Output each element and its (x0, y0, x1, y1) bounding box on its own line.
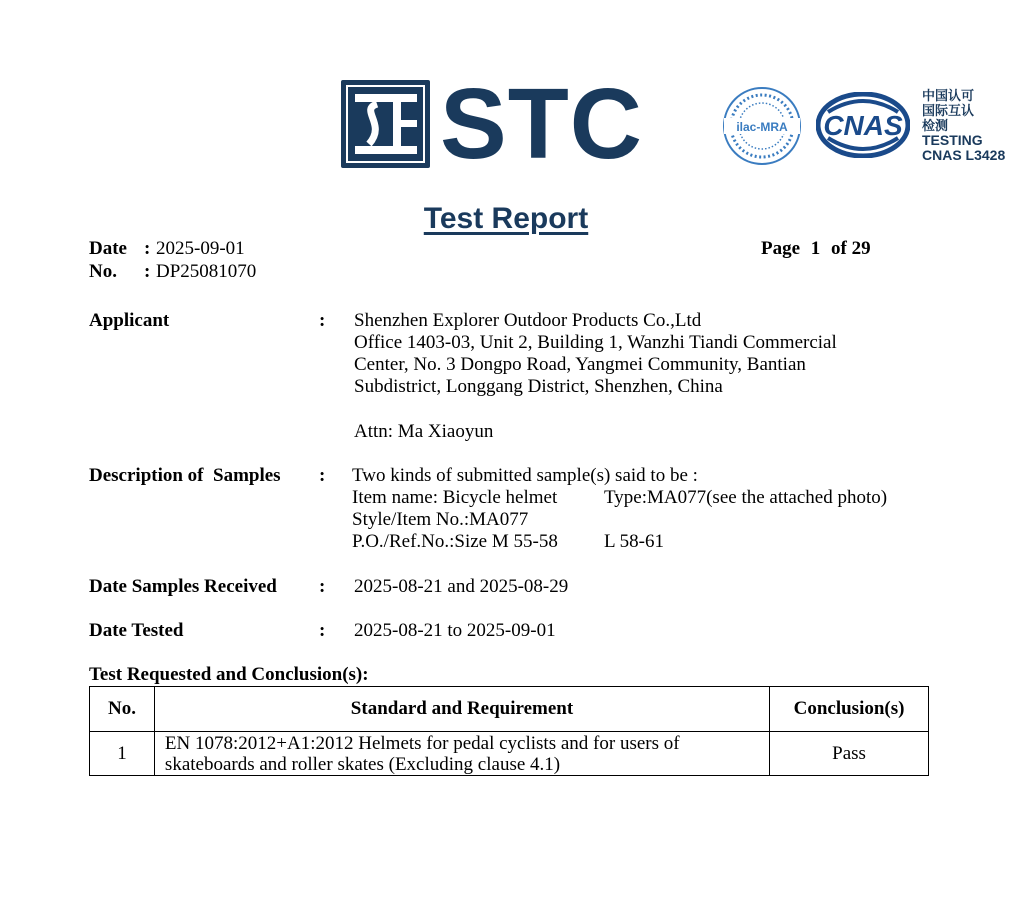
conclusion-table (89, 686, 929, 776)
applicant-line: Center, No. 3 Dongpo Road, Yangmei Community, Bantian (354, 354, 806, 375)
date-tested-colon: : (319, 620, 326, 641)
item-name: Item name: Bicycle helmet (352, 487, 558, 508)
applicant-line: Subdistrict, Longgang District, Shenzhen, China (354, 376, 723, 397)
ilac-logo-text: ilac-MRA (736, 120, 788, 134)
date-tested-value: 2025-08-21 to 2025-09-01 (354, 620, 556, 641)
header-standard: Standard and Requirement (154, 687, 769, 732)
cnas-mark-line: CNAS L3428 (922, 147, 1006, 163)
applicant-line: Shenzhen Explorer Outdoor Products Co.,Ltd (354, 310, 702, 331)
stc-emblem-icon (341, 80, 430, 168)
cnas-mark-line: 检测 (922, 118, 949, 133)
style-item-no: Style/Item No.:MA077 (352, 509, 529, 530)
date-received-label: Date Samples Received (89, 576, 277, 597)
row-standard-line: skateboards and roller skates (Excluding clause 4.1) (164, 753, 561, 775)
cnas-mark-line: TESTING (922, 132, 983, 148)
header-no: No. (90, 687, 155, 732)
size-l: L 58-61 (604, 531, 664, 552)
date-received-colon: : (319, 576, 326, 597)
report-no-colon: : (144, 261, 151, 282)
ilac-mra-logo (722, 86, 802, 166)
date-received-value: 2025-08-21 and 2025-08-29 (354, 576, 569, 597)
stc-logo-mark (341, 80, 430, 168)
report-no: DP25081070 (156, 261, 257, 282)
description-label: Description of Samples (89, 465, 281, 486)
page-label: Page (761, 238, 801, 259)
report-date: 2025-09-01 (156, 238, 245, 259)
date-tested-label: Date Tested (89, 620, 184, 641)
applicant-line: Office 1403-03, Unit 2, Building 1, Wanzhi Tiandi Commercial (354, 332, 837, 353)
conclusion-heading: Test Requested and Conclusion(s): (89, 664, 369, 685)
date-label: Date (89, 238, 127, 259)
page-number: 1 (810, 238, 821, 259)
description-intro: Two kinds of submitted sample(s) said to be : (352, 465, 698, 486)
date-colon: : (144, 238, 151, 259)
row-result: Pass (770, 732, 929, 776)
header-conclusion: Conclusion(s) (770, 687, 929, 732)
page-total: of 29 (831, 238, 871, 259)
description-colon: : (319, 465, 326, 486)
row-standard (154, 732, 769, 776)
po-ref-no: P.O./Ref.No.:Size M 55-58 (352, 531, 558, 552)
cnas-ellipse-icon (816, 92, 910, 158)
report-no-label: No. (89, 261, 117, 282)
stc-brand-name: STC (440, 68, 643, 180)
cnas-logo-text: CNAS (823, 110, 903, 141)
cnas-mark-line: 中国认可 (922, 88, 975, 103)
page-indicator (761, 238, 871, 260)
applicant-colon: : (319, 310, 326, 331)
table-header-row (90, 687, 929, 732)
report-title: Test Report (423, 202, 589, 235)
ilac-globe-icon (722, 86, 802, 166)
row-standard-line: EN 1078:2012+A1:2012 Helmets for pedal cyclists and for users of (164, 732, 680, 754)
row-no: 1 (90, 732, 155, 776)
applicant-label: Applicant (89, 310, 170, 331)
table-row (90, 732, 929, 776)
item-type: Type:MA077(see the attached photo) (604, 487, 888, 508)
cnas-logo (816, 92, 910, 158)
cnas-accreditation-mark (922, 88, 1022, 163)
cnas-mark-line: 国际互认 (922, 103, 975, 118)
applicant-attn: Attn: Ma Xiaoyun (354, 421, 494, 442)
